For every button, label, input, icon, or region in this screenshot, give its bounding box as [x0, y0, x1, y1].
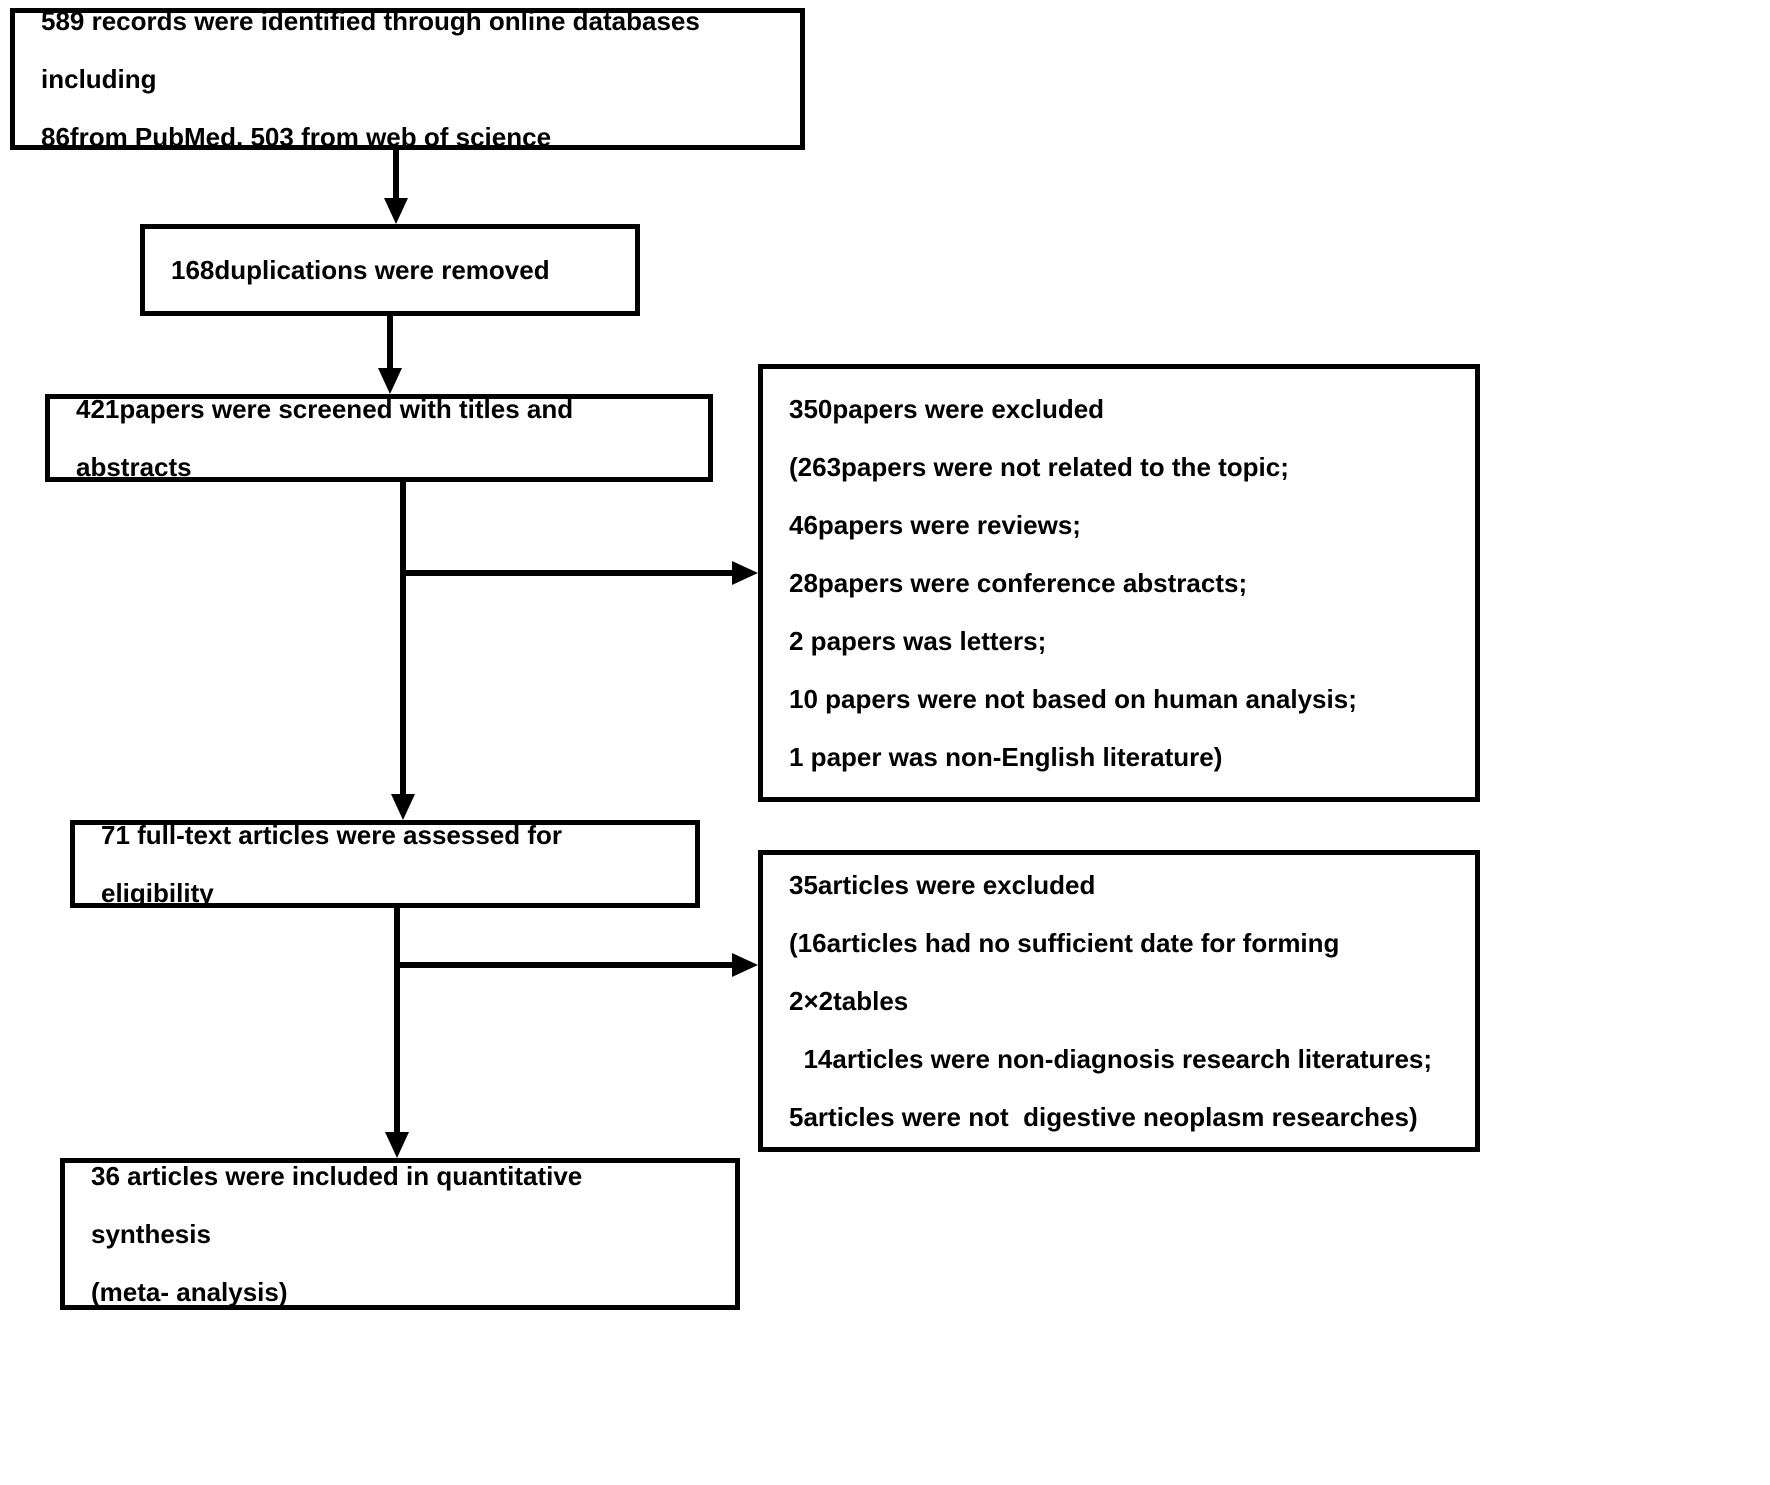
arrow-branch-excluded-fulltext-head [732, 953, 758, 977]
duplications-removed-line-1: 168duplications were removed [171, 255, 550, 285]
box-articles-included [60, 1158, 740, 1310]
papers-excluded-line-2: (263papers were not related to the topic; [789, 452, 1289, 482]
papers-excluded-line-7: 1 paper was non-English literature) [789, 742, 1223, 772]
arrow-identified-to-duplications-head [384, 198, 408, 224]
papers-excluded-line-1: 350papers were excluded [789, 394, 1105, 424]
articles-excluded-line-2: (16articles had no sufficient date for forming 2×2tables [789, 928, 1347, 1016]
articles-included-line-2: (meta- analysis) [91, 1277, 288, 1307]
box-duplications-removed [140, 224, 640, 316]
papers-excluded-line-3: 46papers were reviews; [789, 510, 1081, 540]
box-records-identified [10, 8, 805, 150]
papers-excluded-line-6: 10 papers were not based on human analysis; [789, 684, 1357, 714]
fulltext-assessed-line-1: 71 full-text articles were assessed for eligibility [101, 820, 570, 908]
arrow-branch-excluded-screening-head [732, 561, 758, 585]
articles-included-line-1: 36 articles were included in quantitative synthesis [91, 1161, 590, 1249]
articles-excluded-line-1: 35articles were excluded [789, 870, 1096, 900]
papers-screened-line-1: 421papers were screened with titles and abstracts [76, 394, 581, 482]
box-fulltext-assessed [70, 820, 700, 908]
articles-excluded-line-4: 5articles were not digestive neoplasm researches) [789, 1102, 1418, 1132]
box-papers-excluded-screening [758, 364, 1480, 802]
articles-excluded-line-3: 14articles were non-diagnosis research literatures; [789, 1044, 1433, 1074]
papers-excluded-line-4: 28papers were conference abstracts; [789, 568, 1248, 598]
records-identified-line-2: 86from PubMed, 503 from web of science [41, 122, 552, 152]
records-identified-line-1: 589 records were identified through online databases including [41, 6, 708, 94]
papers-excluded-line-5: 2 papers was letters; [789, 626, 1047, 656]
box-articles-excluded-fulltext [758, 850, 1480, 1152]
box-papers-screened [45, 394, 713, 482]
